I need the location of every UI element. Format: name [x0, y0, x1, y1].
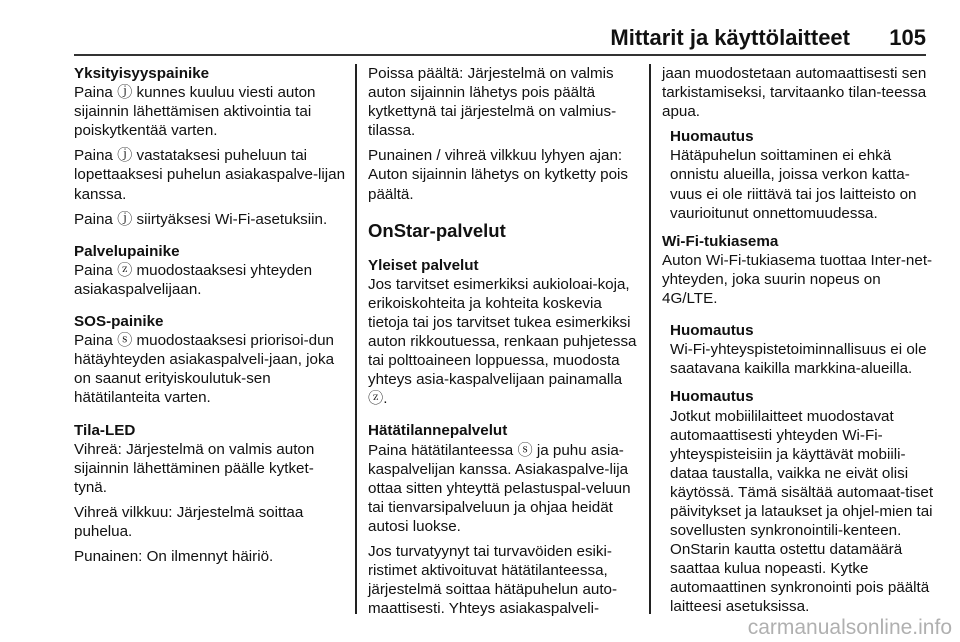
column-middle — [368, 64, 640, 631]
paragraph: Paina ⓢ muodostaaksesi priorisoi-dun hätäyhteyden asiakaspalveli-jaan, joka on saanut erityiskoulutuk-sen hätätilanteita varten. — [74, 332, 335, 407]
section-heading: Yksityisyyspainike — [74, 65, 210, 82]
paragraph: Vihreä vilkkuu: Järjestelmä soittaa puhelua. — [74, 503, 304, 540]
column-left — [74, 64, 346, 579]
page-header — [74, 22, 926, 56]
note-heading: Huomautus — [670, 388, 754, 406]
note-box — [670, 127, 934, 222]
watermark: carmanualsonline.info — [747, 616, 952, 639]
section-heading: Yleiset palvelut — [368, 256, 479, 274]
paragraph: Paina hätätilanteessa ⓢ ja puhu asia-kaspalvelijan kanssa. Asiakaspalve-lija ottaa sitten yhteyttä pelastuspal-veluun tai tienvarsipalveluun ja ohjaa heidät autosi luokse. — [368, 441, 631, 535]
paragraph: Paina ⓙ kunnes kuuluu viesti auton sijainnin lähettämisen aktivointia tai poiskytkentää varten. — [74, 84, 316, 140]
paragraph: Jos turvatyynyt tai turvavöiden esiki-ristimet aktivoituvat hätätilanteessa, järjestelmä soittaa hätäpuhelun auto-maattisesti. Yhteys asiakaspalveli- — [368, 542, 618, 618]
chapter-heading: OnStar-palvelut — [368, 219, 506, 241]
paragraph: Auton Wi-Fi-tukiasema tuottaa Inter-net-yhteyden, joka suurin nopeus on 4G/LTE. — [662, 251, 933, 308]
wifi-section — [662, 232, 934, 308]
paragraph: Vihreä: Järjestelmä on valmis auton sijainnin lähettäminen päälle kytket-tynä. — [74, 440, 315, 496]
column-divider — [355, 64, 357, 614]
paragraph: Paina ⓩ muodostaaksesi yhteyden asiakaspalvelijaan. — [74, 261, 313, 298]
note-text: Wi-Fi-yhteyspistetoiminnallisuus ei ole saatavana kaikilla markkina-alueilla. — [670, 341, 927, 378]
note-heading: Huomautus — [670, 128, 754, 146]
led-section — [74, 421, 346, 567]
section-heading: Palvelupainike — [74, 242, 180, 260]
section-heading: SOS-painike — [74, 313, 164, 331]
note-text: Hätäpuhelun soittaminen ei ehkä onnistu alueilla, joissa verkon katta-vuus ei ole riittävä tai jos laitteisto on vaurioitunut onnettomuudessa. — [670, 147, 917, 222]
service-section — [74, 242, 346, 299]
paragraph: Jos tarvitset esimerkiksi aukioloai-koja, erikoiskohteita ja kohteita koskevia tietoja tai jos tarvitset tukea esimerkiksi auton rikkoutuessa, renkaan puhjetessa tai polttoaineen loppuessa, muodosta yhteys asia-kaspalvelijaan painamalla ⓩ. — [368, 275, 637, 408]
column-right — [662, 64, 934, 626]
sos-section — [74, 312, 346, 407]
section-heading: Wi-Fi-tukiasema — [662, 232, 779, 250]
paragraph: Paina ⓙ siirtyäksesi Wi-Fi-asetuksiin. — [74, 210, 328, 228]
note-heading: Huomautus — [670, 322, 754, 340]
emergency-services-section — [368, 421, 640, 618]
paragraph: Punainen / vihreä vilkkuu lyhyen ajan: Auton sijainnin lähetys on kytketty pois päältä. — [368, 147, 629, 203]
column-divider — [649, 64, 651, 614]
note-box — [670, 387, 934, 616]
note-box — [670, 321, 934, 378]
paragraph: Paina ⓙ vastataksesi puheluun tai lopettaaksesi puhelun asiakaspalve-lijan kanssa. — [74, 147, 346, 203]
privacy-section — [74, 64, 346, 229]
section-heading: Hätätilannepalvelut — [368, 422, 508, 440]
section-heading: Tila-LED — [74, 421, 136, 439]
paragraph: Punainen: On ilmennyt häiriö. — [74, 548, 274, 566]
page-title: Mittarit ja käyttölaitteet — [610, 25, 850, 50]
paragraph: jaan muodostetaan automaattisesti sen tarkistamiseksi, tarvitaanko tilan-teessa apua. — [662, 65, 927, 121]
note-text: Jotkut mobiililaitteet muodostavat automaattisesti yhteyden Wi-Fi-yhteyspisteisiin ja käyttävät mobiili-dataa taustalla, vaikka ne eivät olisi käytössä. Tämä sisältää automaat-tiset päivitykset ja lataukset ja ohjel-mien tai sovellusten synkronointili-kenteen. OnStarin kautta ostettu datamäärä saattaa kulua nopeasti. Kytke automaattinen synkronointi pois päältä laitteesi asetuksissa. — [670, 407, 934, 616]
paragraph: Poissa päältä: Järjestelmä on valmis auton sijainnin lähetys pois päältä kytkettynä tai järjestelmä on valmius-tilassa. — [368, 65, 617, 140]
general-services-section — [368, 256, 640, 409]
page-number: 105 — [889, 25, 926, 50]
